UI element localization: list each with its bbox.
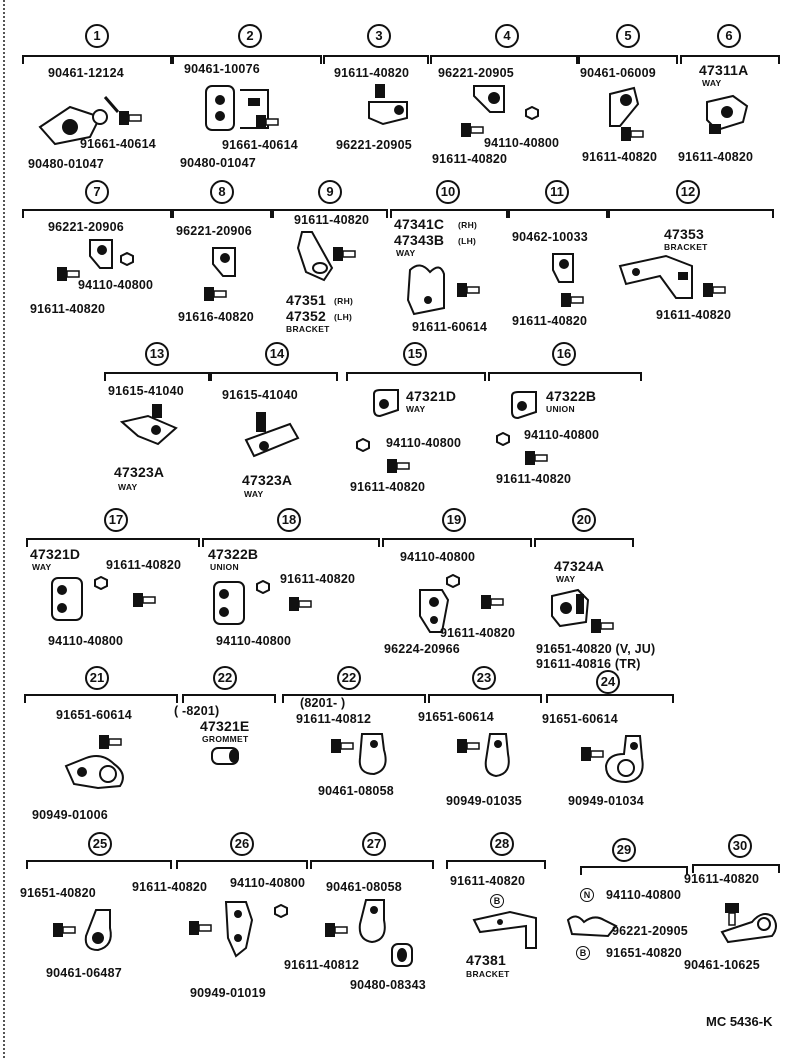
clip-icon [470,82,510,118]
way-fitting-icon [240,410,304,464]
note-way: WAY [32,562,52,572]
part-94110-40800[interactable]: 94110-40800 [216,634,292,648]
part-91611-40812[interactable]: 91611-40812 [296,712,372,726]
note-way: WAY [244,489,264,499]
bracket-1 [22,55,172,64]
callout-11[interactable]: 11 [545,180,569,204]
callout-9[interactable]: 9 [318,180,342,204]
suffix-rh: (RH) [334,296,354,306]
part-47324A[interactable]: 47324A [554,558,605,574]
part-91616-40820[interactable]: 91616-40820 [178,310,254,324]
bolt-icon [702,280,726,300]
way-block-icon [703,92,753,136]
callout-28[interactable]: 28 [490,832,514,856]
part-91611-40820[interactable]: 91611-40820 [678,150,754,164]
cushion-clamp-icon [600,732,648,786]
part-47353[interactable]: 47353 [664,226,704,242]
bracket-4 [430,55,578,64]
part-91615-41040[interactable]: 91615-41040 [222,388,298,402]
callout-4[interactable]: 4 [495,24,519,48]
part-91611-40820[interactable]: 91611-40820 [496,472,572,486]
bolt-icon [188,918,212,938]
clip-icon [549,250,579,286]
part-91611-40820[interactable]: 91611-40820 [132,880,208,894]
callout-16[interactable]: 16 [552,342,576,366]
part-96224-20966[interactable]: 96224-20966 [384,642,460,656]
bolt-icon [456,280,480,300]
grommet-icon [208,744,244,768]
part-91611-40820[interactable]: 91611-40820 [350,480,426,494]
part-90949-01035[interactable]: 90949-01035 [446,794,522,808]
callout-6[interactable]: 6 [717,24,741,48]
bracket-7 [22,209,172,218]
part-91611-40812[interactable]: 91611-40812 [284,958,360,972]
note-bracket: BRACKET [286,324,330,334]
part-91611-40816[interactable]: 91611-40816 (TR) [536,657,641,671]
part-96221-20905[interactable]: 96221-20905 [612,924,688,938]
bracket-29 [580,866,688,875]
bolt-icon [480,592,504,612]
part-47322B[interactable]: 47322B [546,388,597,404]
part-90480-01047[interactable]: 90480-01047 [28,157,104,171]
double-way-block-icon [48,574,88,624]
suffix-rh: (RH) [458,220,478,230]
callout-5[interactable]: 5 [616,24,640,48]
union-block-icon [508,390,540,420]
nut-icon [496,432,510,446]
part-96221-20906[interactable]: 96221-20906 [176,224,252,238]
clamp-icon [80,906,116,954]
part-47321D[interactable]: 47321D [406,388,457,404]
part-47341C[interactable]: 47341C [394,216,445,232]
bolt-icon [330,736,354,756]
callout-24[interactable]: 24 [596,670,620,694]
part-91611-40820[interactable]: 91611-40820 [294,213,370,227]
part-90461-06487[interactable]: 90461-06487 [46,966,122,980]
double-union-block-icon [210,578,250,628]
bolt-clip-icon [363,82,413,130]
callout-22b[interactable]: 22 [337,666,361,690]
part-91651-40820[interactable]: 91651-40820 [606,946,682,960]
part-94110-40800[interactable]: 94110-40800 [484,136,560,150]
bracket-22a [182,694,276,703]
part-90480-01047[interactable]: 90480-01047 [180,156,256,170]
bolt-icon [98,732,122,752]
clamp-icon [718,906,782,946]
part-91651-60614[interactable]: 91651-60614 [56,708,132,722]
bracket-23 [428,694,542,703]
part-91651-40820[interactable]: 91651-40820 [20,886,96,900]
bracket-plate-icon [470,908,542,952]
part-91661-40614[interactable]: 91661-40614 [80,137,156,151]
callout-27[interactable]: 27 [362,832,386,856]
part-47323A[interactable]: 47323A [242,472,293,488]
part-94110-40800[interactable]: 94110-40800 [400,550,476,564]
part-90461-06009[interactable]: 90461-06009 [580,66,656,80]
part-91611-40820[interactable]: 91611-40820 [334,66,410,80]
part-96221-20906[interactable]: 96221-20906 [48,220,124,234]
callout-19[interactable]: 19 [442,508,466,532]
callout-10[interactable]: 10 [436,180,460,204]
note-way: WAY [118,482,138,492]
nut-icon [94,576,108,590]
marker-b: B [576,946,590,960]
callout-20[interactable]: 20 [572,508,596,532]
bolt-icon [255,112,279,132]
callout-26[interactable]: 26 [230,832,254,856]
bolt-icon [118,108,142,128]
bolt-icon [324,920,348,940]
part-91611-40820[interactable]: 91611-40820 [582,150,658,164]
bolt-icon [288,594,312,614]
part-91651-40820[interactable]: 91651-40820 (V, JU) [536,642,656,656]
part-47352[interactable]: 47352 [286,308,326,324]
way-plate-icon [118,402,180,448]
bracket-12 [608,209,774,218]
part-91611-40820[interactable]: 91611-40820 [30,302,106,316]
part-91611-40820[interactable]: 91611-40820 [512,314,588,328]
bracket-24 [546,694,674,703]
bracket-13 [104,372,210,381]
part-47323A[interactable]: 47323A [114,464,165,480]
part-91611-40820[interactable]: 91611-40820 [450,874,526,888]
marker-n: N [580,888,594,902]
part-91611-40820[interactable]: 91611-40820 [280,572,356,586]
way-block-icon [548,586,592,630]
nut-icon [274,904,288,918]
part-91651-60614[interactable]: 91651-60614 [542,712,618,726]
callout-13[interactable]: 13 [145,342,169,366]
suffix-lh: (LH) [458,236,477,246]
part-91611-60614[interactable]: 91611-60614 [412,320,488,334]
note-union: UNION [546,404,575,414]
part-47321D[interactable]: 47321D [30,546,81,562]
bracket-19 [382,538,532,547]
callout-8[interactable]: 8 [210,180,234,204]
bracket-15 [346,372,486,381]
part-47311A[interactable]: 47311A [699,62,749,78]
part-91611-40820[interactable]: 91611-40820 [432,152,508,166]
bracket-16 [488,372,642,381]
bracket-plate-icon [290,228,336,284]
part-94110-40800[interactable]: 94110-40800 [48,634,124,648]
part-94110-40800[interactable]: 94110-40800 [230,876,306,890]
part-91651-60614[interactable]: 91651-60614 [418,710,494,724]
bolt-icon [52,920,76,940]
part-94110-40800[interactable]: 94110-40800 [606,888,682,902]
bolt-icon [590,616,614,636]
part-90949-01006[interactable]: 90949-01006 [32,808,108,822]
callout-7[interactable]: 7 [85,180,109,204]
clamp-icon [354,896,394,946]
range-22b: (8201- ) [300,696,346,710]
part-47321E[interactable]: 47321E [200,718,250,734]
way-block-icon [370,388,402,418]
note-grommet: GROMMET [202,734,249,744]
part-94110-40800[interactable]: 94110-40800 [386,436,462,450]
part-91615-41040[interactable]: 91615-41040 [108,384,184,398]
bolt-icon [203,284,227,304]
bracket-3 [323,55,429,64]
callout-30[interactable]: 30 [728,834,752,858]
bolt-icon [332,244,356,264]
part-90949-01034[interactable]: 90949-01034 [568,794,644,808]
callout-21[interactable]: 21 [85,666,109,690]
clip-icon [86,236,118,272]
part-91611-40820[interactable]: 91611-40820 [656,308,732,322]
note-bracket: BRACKET [466,969,510,979]
part-90461-08058[interactable]: 90461-08058 [326,880,402,894]
bracket-26 [176,860,308,869]
part-90480-08343[interactable]: 90480-08343 [350,978,426,992]
bolt-icon [560,290,584,310]
bracket-14 [210,372,338,381]
part-47381[interactable]: 47381 [466,952,506,968]
callout-18[interactable]: 18 [277,508,301,532]
callout-14[interactable]: 14 [265,342,289,366]
callout-12[interactable]: 12 [676,180,700,204]
way-bracket-icon [404,260,452,318]
clip-icon [209,244,241,280]
bracket-8 [172,209,272,218]
part-90461-08058[interactable]: 90461-08058 [318,784,394,798]
callout-25[interactable]: 25 [88,832,112,856]
part-90461-10076[interactable]: 90461-10076 [184,62,260,76]
callout-1[interactable]: 1 [85,24,109,48]
cushion-clamp-icon [478,730,514,780]
callout-2[interactable]: 2 [238,24,262,48]
cushion-clamp-icon [62,752,132,792]
suffix-lh: (LH) [334,312,353,322]
part-47351[interactable]: 47351 [286,292,326,308]
nut-icon [525,106,539,120]
callout-17[interactable]: 17 [104,508,128,532]
part-47322B[interactable]: 47322B [208,546,259,562]
note-way: WAY [702,78,722,88]
bracket-plate-icon [616,252,716,302]
nut-icon [356,438,370,452]
note-union: UNION [210,562,239,572]
part-96221-20905[interactable]: 96221-20905 [336,138,412,152]
part-91611-40820[interactable]: 91611-40820 [684,872,760,886]
callout-29[interactable]: 29 [612,838,636,862]
bracket-27 [310,860,434,869]
part-90461-12124[interactable]: 90461-12124 [48,66,124,80]
callout-15[interactable]: 15 [403,342,427,366]
bracket-25 [26,860,172,869]
part-96221-20905[interactable]: 96221-20905 [438,66,514,80]
note-way: WAY [396,248,416,258]
diagram-code: MC 5436-K [706,1014,773,1029]
part-91611-40820[interactable]: 91611-40820 [106,558,182,572]
grommet-icon [388,940,418,970]
part-90462-10033[interactable]: 90462-10033 [512,230,588,244]
bracket-28 [446,860,546,869]
part-47343B[interactable]: 47343B [394,232,445,248]
callout-22a[interactable]: 22 [213,666,237,690]
part-91661-40614[interactable]: 91661-40614 [222,138,298,152]
part-94110-40800[interactable]: 94110-40800 [524,428,600,442]
bolt-icon [460,120,484,140]
range-22a: ( -8201) [174,704,220,718]
bracket-20 [534,538,634,547]
callout-3[interactable]: 3 [367,24,391,48]
callout-23[interactable]: 23 [472,666,496,690]
note-way: WAY [556,574,576,584]
bracket-11 [508,209,608,218]
marker-b: B [490,894,504,908]
part-91611-40820[interactable]: 91611-40820 [440,626,516,640]
note-way: WAY [406,404,426,414]
nut-icon [120,252,134,266]
bolt-icon [386,456,410,476]
part-90461-10625[interactable]: 90461-10625 [684,958,760,972]
bracket-plate-icon [222,898,258,960]
bracket-21 [24,694,178,703]
bracket-5 [578,55,678,64]
nut-icon [256,580,270,594]
bolt-icon [524,448,548,468]
bolt-icon [456,736,480,756]
clamp-icon [354,730,394,778]
note-bracket: BRACKET [664,242,708,252]
bolt-icon [132,590,156,610]
bolt-icon [56,264,80,284]
part-90949-01019[interactable]: 90949-01019 [190,986,266,1000]
part-94110-40800[interactable]: 94110-40800 [78,278,154,292]
bolt-icon [620,124,644,144]
